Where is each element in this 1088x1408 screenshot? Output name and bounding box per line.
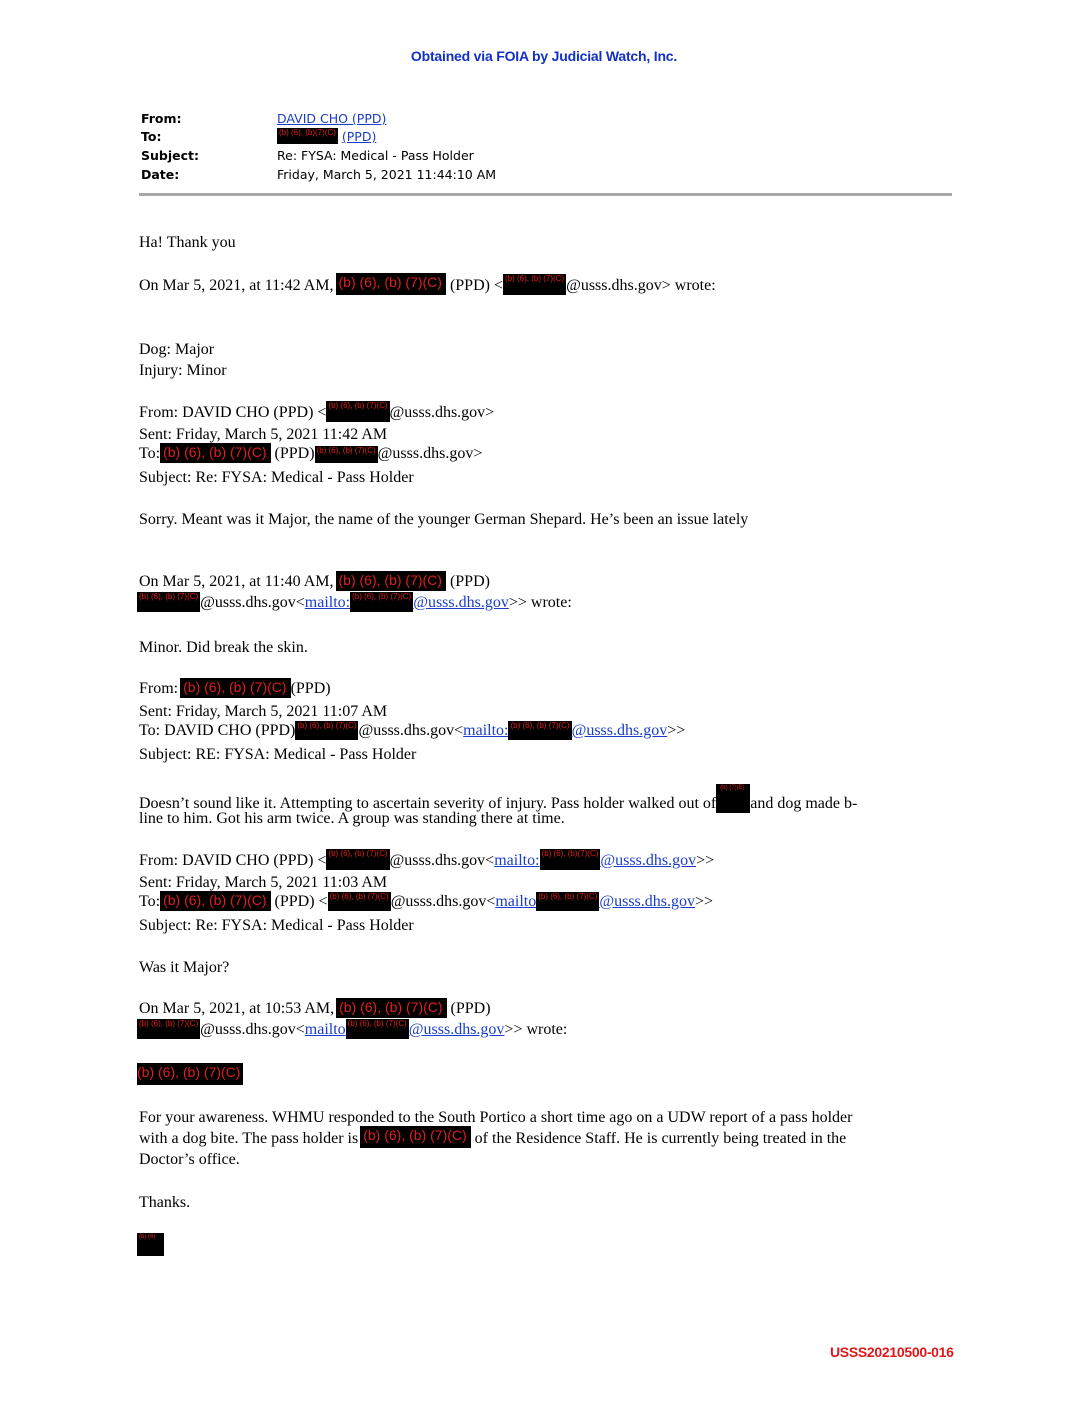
redaction: (b) (6), (b) (7)(C) bbox=[536, 892, 599, 911]
redaction: (b) (6), (b) (7)(C) bbox=[137, 1019, 200, 1039]
m5-from: From: DAVID CHO (PPD) < (b) (6), (b) (7)(C) @usss.dhs.gov<mailto: (b) (6), (b)(7)(C) @usss.dhs.gov>> bbox=[139, 849, 715, 869]
m6-para-1: For your awareness. WHMU responded to the South Portico a short time ago on a UDW report of a pass holder bbox=[139, 1109, 853, 1126]
m5-to: To: (b) (6), (b) (7)(C) (PPD) < (b) (6), (b) (7)(C) @usss.dhs.gov<mailto (b) (6), (b) (7)(C) @usss.dhs.gov>> bbox=[139, 892, 714, 910]
mailto-link[interactable]: mailto: bbox=[304, 594, 351, 611]
redaction: (b) (6), (b) (7)(C) bbox=[346, 1019, 409, 1039]
m5-sent: Sent: Friday, March 5, 2021 11:03 AM bbox=[139, 874, 388, 891]
mailto-link[interactable]: mailto bbox=[495, 893, 537, 910]
redaction: (b) (6), (b) (7)(C) bbox=[160, 891, 270, 911]
header-from-label: From: bbox=[141, 111, 182, 126]
mailto-link[interactable]: mailto: bbox=[494, 852, 540, 869]
email-link[interactable]: @usss.dhs.gov bbox=[600, 852, 697, 869]
header-divider bbox=[139, 193, 952, 196]
mailto-link[interactable]: mailto: bbox=[463, 722, 509, 739]
redaction: (b) (6), (b)(7)(C) bbox=[277, 128, 338, 144]
redaction: (b) (6), (b) (7)(C) bbox=[503, 274, 566, 295]
redaction: (b) (6), (b) (7)(C) bbox=[328, 892, 391, 911]
redaction: (b) (6), (b)(7)(C) bbox=[540, 849, 601, 870]
header-to-value[interactable]: (b) (6), (b)(7)(C) (PPD) bbox=[279, 128, 377, 144]
m6-para-2: with a dog bite. The pass holder is (b) (6), (b) (7)(C) of the Residence Staff. He is currently being treated in the bbox=[139, 1127, 847, 1147]
m5-body: Was it Major? bbox=[139, 959, 230, 976]
header-subject-value: Re: FYSA: Medical - Pass Holder bbox=[277, 148, 474, 163]
quote-line-3: On Mar 5, 2021, at 11:40 AM, (b) (6), (b) (7)(C) (PPD) bbox=[139, 572, 490, 590]
dog-line: Dog: Major bbox=[139, 341, 215, 358]
m2-body: Sorry. Meant was it Major, the name of the younger German Shepard. He’s been an issue lately bbox=[139, 511, 749, 528]
m4-body-1: Doesn’t sound like it. Attempting to ascertain severity of injury. Pass holder walked out of(b) (7)(E)and dog made b- bbox=[139, 785, 858, 812]
header-subject-label: Subject: bbox=[141, 148, 199, 163]
m3-body: Minor. Did break the skin. bbox=[139, 639, 308, 656]
redaction: (b) (6), (b) (7)(C) bbox=[350, 592, 413, 612]
redaction: (b) (6), (b) (7)(C) bbox=[137, 592, 200, 612]
m4-subject: Subject: RE: FYSA: Medical - Pass Holder bbox=[139, 746, 417, 763]
redaction: (b) (6), (b) (7)(C) bbox=[315, 446, 378, 463]
thanks-line: Thanks. bbox=[139, 1194, 191, 1211]
header-date-value: Friday, March 5, 2021 11:44:10 AM bbox=[277, 167, 497, 182]
redaction: (b) (6), (b) (7)(C) bbox=[360, 1126, 470, 1148]
m2-subject: Subject: Re: FYSA: Medical - Pass Holder bbox=[139, 469, 414, 486]
signature-redaction bbox=[137, 1233, 164, 1256]
bates-number: USSS20210500-016 bbox=[830, 1344, 954, 1360]
email-link[interactable]: @usss.dhs.gov bbox=[408, 1021, 505, 1038]
quote-line-1: On Mar 5, 2021, at 11:42 AM, (b) (6), (b) (7)(C) (PPD) < (b) (6), (b) (7)(C) @usss.dhs.gov> wrote: bbox=[139, 274, 716, 294]
redaction: (b) (6), (b) (7)(C) bbox=[508, 721, 571, 740]
header-to-label: To: bbox=[141, 129, 162, 144]
redaction: (b) (6), (b) (7)(C) bbox=[180, 678, 290, 698]
mailto-link[interactable]: mailto bbox=[304, 1021, 346, 1038]
m4-body-2: line to him. Got his arm twice. A group was standing there at time. bbox=[139, 810, 565, 827]
m2-from: From: DAVID CHO (PPD) < (b) (6), (b) (7)(C) @usss.dhs.gov> bbox=[139, 401, 495, 421]
email-link[interactable]: @usss.dhs.gov bbox=[571, 722, 668, 739]
m5-subject: Subject: Re: FYSA: Medical - Pass Holder bbox=[139, 917, 414, 934]
redacted-paragraph bbox=[137, 1063, 243, 1085]
foia-banner: Obtained via FOIA by Judicial Watch, Inc. bbox=[410, 48, 678, 64]
injury-line: Injury: Minor bbox=[139, 362, 227, 379]
reply-text: Ha! Thank you bbox=[139, 234, 236, 251]
quote-line-6b: (b) (6), (b) (7)(C) @usss.dhs.gov<mailto (b) (6), (b) (7)(C) @usss.dhs.gov>> wrote: bbox=[139, 1019, 568, 1038]
redaction: (b) (6), (b) (7)(C) bbox=[326, 401, 389, 422]
redaction: (b) (6), (b) (7)(C) bbox=[295, 721, 358, 740]
email-link[interactable]: @usss.dhs.gov bbox=[413, 594, 509, 611]
redaction: (b) (6), (b) (7)(C) bbox=[326, 849, 389, 870]
m4-sent: Sent: Friday, March 5, 2021 11:07 AM bbox=[139, 703, 388, 720]
redaction: (b) (6), (b) (7)(C) bbox=[336, 571, 446, 591]
m4-to: To: DAVID CHO (PPD) (b) (6), (b) (7)(C) @usss.dhs.gov<mailto: (b) (6), (b) (7)(C) @usss.dhs.gov>> bbox=[139, 721, 686, 739]
m2-to: To: (b) (6), (b) (7)(C) (PPD) (b) (6), (b) (7)(C) @usss.dhs.gov> bbox=[139, 444, 483, 462]
redaction: (b) (6), (b) (7)(C) bbox=[160, 443, 270, 463]
quote-line-6: On Mar 5, 2021, at 10:53 AM, (b) (6), (b) (7)(C) (PPD) bbox=[139, 999, 491, 1017]
header-date-label: Date: bbox=[141, 167, 180, 182]
m6-para-3: Doctor’s office. bbox=[139, 1151, 240, 1168]
email-link[interactable]: @usss.dhs.gov bbox=[599, 893, 695, 910]
m4-from: From: (b) (6), (b) (7)(C) (PPD) bbox=[139, 679, 331, 697]
quote-line-3b: (b) (6), (b) (7)(C) @usss.dhs.gov<mailto: (b) (6), (b) (7)(C) @usss.dhs.gov>> wrote: bbox=[139, 592, 572, 611]
header-from-value[interactable]: DAVID CHO (PPD) bbox=[277, 111, 387, 126]
redaction: (b) (6), (b) (7)(C) bbox=[336, 998, 446, 1018]
redaction: (b) (7)(E) bbox=[716, 784, 750, 813]
redaction: (b) (6) bbox=[137, 1233, 164, 1256]
redaction: (b) (6), (b) (7)(C) bbox=[336, 273, 446, 295]
redaction: (b) (6), (b) (7)(C) bbox=[137, 1063, 243, 1085]
m2-sent: Sent: Friday, March 5, 2021 11:42 AM bbox=[139, 426, 388, 443]
